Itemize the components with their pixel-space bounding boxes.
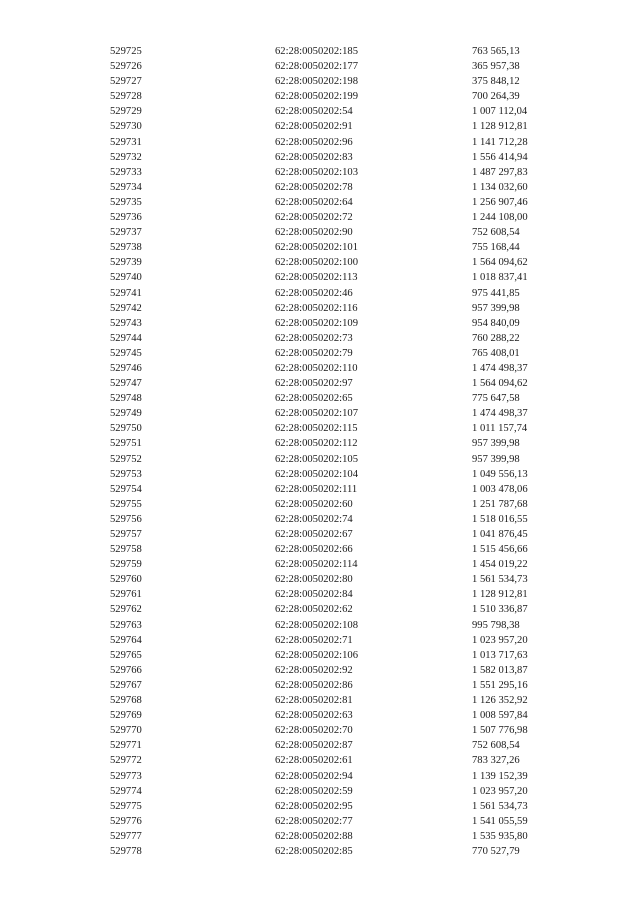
cadastral-value: 995 798,38 xyxy=(472,619,520,631)
record-number: 529760 xyxy=(110,574,142,586)
table-row xyxy=(110,648,580,663)
table-row xyxy=(110,119,580,134)
cadastral-number: 62:28:0050202:77 xyxy=(275,815,353,827)
cadastral-number: 62:28:0050202:112 xyxy=(275,438,358,450)
table-row xyxy=(110,361,580,376)
record-number: 529766 xyxy=(110,664,142,676)
cadastral-number: 62:28:0050202:86 xyxy=(275,679,353,691)
cadastral-number: 62:28:0050202:73 xyxy=(275,332,353,344)
table-row xyxy=(110,180,580,195)
record-number: 529752 xyxy=(110,453,142,465)
cadastral-number: 62:28:0050202:96 xyxy=(275,136,353,148)
record-number: 529754 xyxy=(110,483,142,495)
cadastral-number: 62:28:0050202:177 xyxy=(275,61,358,73)
cadastral-number: 62:28:0050202:115 xyxy=(275,423,358,435)
cadastral-number: 62:28:0050202:97 xyxy=(275,378,353,390)
table-row xyxy=(110,270,580,285)
cadastral-value: 1 008 597,84 xyxy=(472,710,528,722)
table-row xyxy=(110,286,580,301)
cadastral-value: 975 441,85 xyxy=(472,287,520,299)
table-row xyxy=(110,814,580,829)
cadastral-number: 62:28:0050202:198 xyxy=(275,76,358,88)
record-number: 529771 xyxy=(110,740,142,752)
record-number: 529746 xyxy=(110,362,142,374)
table-row xyxy=(110,467,580,482)
record-number: 529751 xyxy=(110,438,142,450)
cadastral-number: 62:28:0050202:61 xyxy=(275,755,353,767)
cadastral-value: 954 840,09 xyxy=(472,317,520,329)
cadastral-number: 62:28:0050202:185 xyxy=(275,46,358,57)
cadastral-number: 62:28:0050202:84 xyxy=(275,589,353,601)
table-row xyxy=(110,436,580,451)
cadastral-number: 62:28:0050202:106 xyxy=(275,649,358,661)
cadastral-number: 62:28:0050202:109 xyxy=(275,317,358,329)
record-number: 529762 xyxy=(110,604,142,616)
cadastral-number: 62:28:0050202:46 xyxy=(275,287,353,299)
record-number: 529763 xyxy=(110,619,142,631)
cadastral-number: 62:28:0050202:78 xyxy=(275,181,353,193)
cadastral-number: 62:28:0050202:90 xyxy=(275,227,353,239)
table-row xyxy=(110,663,580,678)
cadastral-value: 765 408,01 xyxy=(472,347,520,359)
cadastral-value: 1 049 556,13 xyxy=(472,468,528,480)
cadastral-value: 1 244 108,00 xyxy=(472,212,528,224)
cadastral-value: 763 565,13 xyxy=(472,46,520,57)
record-number: 529773 xyxy=(110,770,142,782)
record-number: 529750 xyxy=(110,423,142,435)
record-number: 529769 xyxy=(110,710,142,722)
cadastral-number: 62:28:0050202:66 xyxy=(275,544,353,556)
cadastral-value: 755 168,44 xyxy=(472,242,520,254)
table-row xyxy=(110,135,580,150)
cadastral-value: 1 128 912,81 xyxy=(472,121,528,133)
record-number: 529757 xyxy=(110,529,142,540)
cadastral-number: 62:28:0050202:103 xyxy=(275,166,358,178)
cadastral-number: 62:28:0050202:62 xyxy=(275,604,353,616)
table-row xyxy=(110,693,580,708)
record-number: 529774 xyxy=(110,785,142,797)
cadastral-value: 1 515 456,66 xyxy=(472,544,528,556)
cadastral-value-table xyxy=(110,44,580,859)
cadastral-value: 1 018 837,41 xyxy=(472,272,528,284)
cadastral-number: 62:28:0050202:108 xyxy=(275,619,358,631)
cadastral-value: 752 608,54 xyxy=(472,740,520,752)
table-row xyxy=(110,482,580,497)
record-number: 529748 xyxy=(110,393,142,405)
record-number: 529761 xyxy=(110,589,142,601)
cadastral-value: 957 399,98 xyxy=(472,453,520,465)
table-row xyxy=(110,572,580,587)
record-number: 529740 xyxy=(110,272,142,284)
record-number: 529733 xyxy=(110,166,142,178)
table-row xyxy=(110,255,580,270)
table-row xyxy=(110,769,580,784)
cadastral-number: 62:28:0050202:71 xyxy=(275,634,353,646)
cadastral-value: 1 518 016,55 xyxy=(472,513,528,525)
record-number: 529732 xyxy=(110,151,142,163)
table-row xyxy=(110,331,580,346)
cadastral-value: 1 474 498,37 xyxy=(472,362,528,374)
table-row xyxy=(110,753,580,768)
cadastral-value: 1 507 776,98 xyxy=(472,725,528,737)
table-row xyxy=(110,421,580,436)
table-row xyxy=(110,829,580,844)
record-number: 529735 xyxy=(110,196,142,208)
table-row xyxy=(110,59,580,74)
cadastral-value: 1 582 013,87 xyxy=(472,664,528,676)
record-number: 529749 xyxy=(110,408,142,420)
cadastral-value: 1 551 295,16 xyxy=(472,679,528,691)
cadastral-value: 775 647,58 xyxy=(472,393,520,405)
cadastral-number: 62:28:0050202:80 xyxy=(275,574,353,586)
record-number: 529741 xyxy=(110,287,142,299)
record-number: 529758 xyxy=(110,544,142,556)
cadastral-number: 62:28:0050202:60 xyxy=(275,498,353,510)
cadastral-number: 62:28:0050202:88 xyxy=(275,830,353,842)
table-row xyxy=(110,587,580,602)
cadastral-value: 1 561 534,73 xyxy=(472,574,528,586)
cadastral-value: 1 141 712,28 xyxy=(472,136,528,148)
table-row xyxy=(110,557,580,572)
cadastral-value: 957 399,98 xyxy=(472,438,520,450)
cadastral-number: 62:28:0050202:81 xyxy=(275,695,353,707)
record-number: 529777 xyxy=(110,830,142,842)
record-number: 529764 xyxy=(110,634,142,646)
table-row xyxy=(110,497,580,512)
cadastral-value: 1 041 876,45 xyxy=(472,529,528,540)
table-row xyxy=(110,240,580,255)
cadastral-number: 62:28:0050202:110 xyxy=(275,362,358,374)
record-number: 529739 xyxy=(110,257,142,269)
cadastral-number: 62:28:0050202:67 xyxy=(275,529,353,540)
table-row xyxy=(110,391,580,406)
table-row xyxy=(110,784,580,799)
cadastral-value: 365 957,38 xyxy=(472,61,520,73)
record-number: 529744 xyxy=(110,332,142,344)
table-row xyxy=(110,376,580,391)
record-number: 529734 xyxy=(110,181,142,193)
record-number: 529759 xyxy=(110,559,142,571)
cadastral-value: 1 128 912,81 xyxy=(472,589,528,601)
cadastral-number: 62:28:0050202:95 xyxy=(275,800,353,812)
table-row xyxy=(110,195,580,210)
record-number: 529770 xyxy=(110,725,142,737)
record-number: 529778 xyxy=(110,845,142,857)
table-row xyxy=(110,225,580,240)
table-row xyxy=(110,527,580,542)
cadastral-number: 62:28:0050202:70 xyxy=(275,725,353,737)
cadastral-value: 1 256 907,46 xyxy=(472,196,528,208)
record-number: 529728 xyxy=(110,91,142,103)
record-number: 529736 xyxy=(110,212,142,224)
table-row xyxy=(110,346,580,361)
table-row xyxy=(110,104,580,119)
table-row xyxy=(110,452,580,467)
cadastral-number: 62:28:0050202:83 xyxy=(275,151,353,163)
record-number: 529747 xyxy=(110,378,142,390)
cadastral-value: 1 251 787,68 xyxy=(472,498,528,510)
cadastral-number: 62:28:0050202:92 xyxy=(275,664,353,676)
record-number: 529737 xyxy=(110,227,142,239)
record-number: 529726 xyxy=(110,61,142,73)
record-number: 529743 xyxy=(110,317,142,329)
record-number: 529742 xyxy=(110,302,142,314)
record-number: 529730 xyxy=(110,121,142,133)
cadastral-number: 62:28:0050202:72 xyxy=(275,212,353,224)
table-row xyxy=(110,708,580,723)
cadastral-value: 1 564 094,62 xyxy=(472,378,528,390)
table-row xyxy=(110,799,580,814)
record-number: 529745 xyxy=(110,347,142,359)
cadastral-value: 957 399,98 xyxy=(472,302,520,314)
cadastral-number: 62:28:0050202:63 xyxy=(275,710,353,722)
cadastral-value: 760 288,22 xyxy=(472,332,520,344)
cadastral-number: 62:28:0050202:64 xyxy=(275,196,353,208)
table-row xyxy=(110,723,580,738)
record-number: 529725 xyxy=(110,46,142,57)
cadastral-value: 1 023 957,20 xyxy=(472,785,528,797)
record-number: 529765 xyxy=(110,649,142,661)
cadastral-value: 1 003 478,06 xyxy=(472,483,528,495)
cadastral-value: 1 541 055,59 xyxy=(472,815,528,827)
cadastral-number: 62:28:0050202:116 xyxy=(275,302,358,314)
record-number: 529753 xyxy=(110,468,142,480)
cadastral-number: 62:28:0050202:94 xyxy=(275,770,353,782)
cadastral-number: 62:28:0050202:101 xyxy=(275,242,358,254)
cadastral-value: 1 564 094,62 xyxy=(472,257,528,269)
cadastral-value: 1 474 498,37 xyxy=(472,408,528,420)
record-number: 529755 xyxy=(110,498,142,510)
record-number: 529776 xyxy=(110,815,142,827)
record-number: 529729 xyxy=(110,106,142,118)
cadastral-value: 1 011 157,74 xyxy=(472,423,528,435)
record-number: 529738 xyxy=(110,242,142,254)
table-row xyxy=(110,74,580,89)
cadastral-value: 1 013 717,63 xyxy=(472,649,528,661)
cadastral-value: 1 556 414,94 xyxy=(472,151,528,163)
cadastral-number: 62:28:0050202:79 xyxy=(275,347,353,359)
cadastral-number: 62:28:0050202:65 xyxy=(275,393,353,405)
record-number: 529768 xyxy=(110,695,142,707)
cadastral-value: 700 264,39 xyxy=(472,91,520,103)
table-row xyxy=(110,316,580,331)
cadastral-value: 1 510 336,87 xyxy=(472,604,528,616)
record-number: 529767 xyxy=(110,679,142,691)
table-row xyxy=(110,602,580,617)
cadastral-number: 62:28:0050202:199 xyxy=(275,91,358,103)
table-row xyxy=(110,89,580,104)
table-row xyxy=(110,844,580,859)
cadastral-value: 1 454 019,22 xyxy=(472,559,528,571)
cadastral-number: 62:28:0050202:105 xyxy=(275,453,358,465)
cadastral-value: 1 561 534,73 xyxy=(472,800,528,812)
cadastral-number: 62:28:0050202:85 xyxy=(275,845,353,857)
cadastral-number: 62:28:0050202:113 xyxy=(275,272,358,284)
table-row xyxy=(110,542,580,557)
table-row xyxy=(110,678,580,693)
table-row xyxy=(110,618,580,633)
cadastral-value: 783 327,26 xyxy=(472,755,520,767)
record-number: 529731 xyxy=(110,136,142,148)
cadastral-number: 62:28:0050202:104 xyxy=(275,468,358,480)
cadastral-number: 62:28:0050202:107 xyxy=(275,408,358,420)
cadastral-number: 62:28:0050202:111 xyxy=(275,483,358,495)
cadastral-number: 62:28:0050202:114 xyxy=(275,559,358,571)
record-number: 529727 xyxy=(110,76,142,88)
cadastral-value: 770 527,79 xyxy=(472,845,520,857)
table-row xyxy=(110,210,580,225)
cadastral-value: 1 535 935,80 xyxy=(472,830,528,842)
cadastral-number: 62:28:0050202:59 xyxy=(275,785,353,797)
cadastral-number: 62:28:0050202:54 xyxy=(275,106,353,118)
cadastral-value: 1 126 352,92 xyxy=(472,695,528,707)
cadastral-number: 62:28:0050202:100 xyxy=(275,257,358,269)
record-number: 529772 xyxy=(110,755,142,767)
cadastral-value: 1 487 297,83 xyxy=(472,166,528,178)
cadastral-number: 62:28:0050202:91 xyxy=(275,121,353,133)
record-number: 529775 xyxy=(110,800,142,812)
table-row xyxy=(110,633,580,648)
cadastral-value: 752 608,54 xyxy=(472,227,520,239)
cadastral-value: 1 139 152,39 xyxy=(472,770,528,782)
table-row xyxy=(110,512,580,527)
table-row xyxy=(110,738,580,753)
cadastral-value: 1 134 032,60 xyxy=(472,181,528,193)
cadastral-value: 375 848,12 xyxy=(472,76,520,88)
record-number: 529756 xyxy=(110,513,142,525)
table-row xyxy=(110,406,580,421)
cadastral-value: 1 007 112,04 xyxy=(472,106,528,118)
table-row xyxy=(110,165,580,180)
table-row xyxy=(110,44,580,59)
table-row xyxy=(110,150,580,165)
cadastral-value: 1 023 957,20 xyxy=(472,634,528,646)
table-row xyxy=(110,301,580,316)
cadastral-number: 62:28:0050202:74 xyxy=(275,513,353,525)
cadastral-number: 62:28:0050202:87 xyxy=(275,740,353,752)
